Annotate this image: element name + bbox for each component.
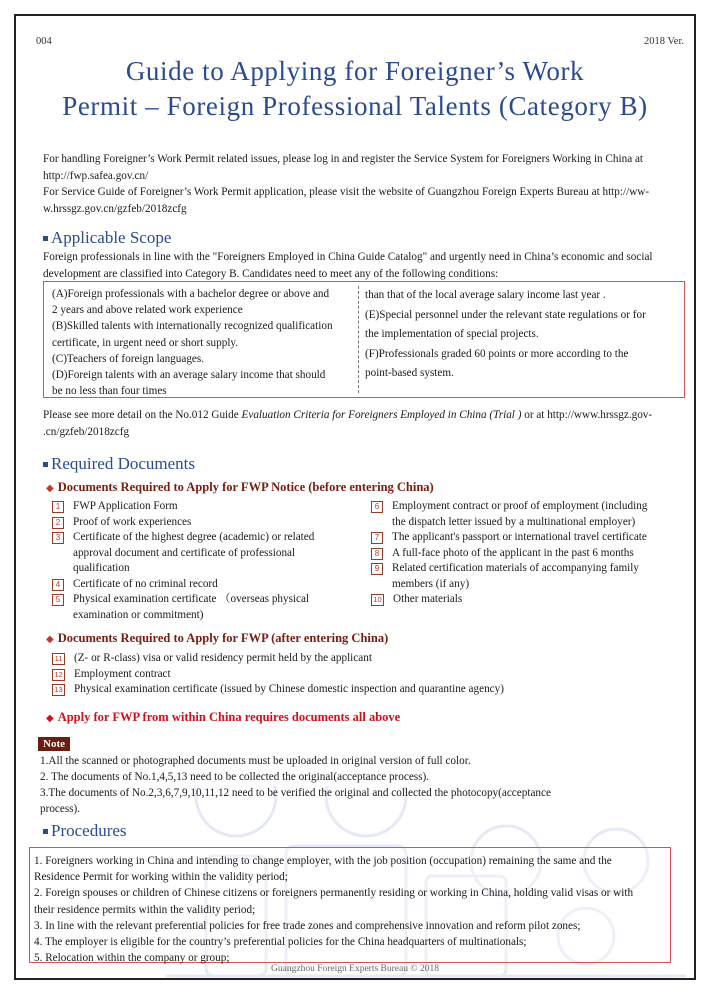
documents-list-right <box>371 499 691 608</box>
more-detail-text: Please see more detail on the No.012 Guide <box>43 409 242 421</box>
diamond-bullet-icon: ◆ <box>46 483 54 494</box>
diamond-bullet-icon: ◆ <box>46 634 54 645</box>
more-detail-link-continued[interactable]: .cn/gzfeb/2018zcfg <box>43 425 130 438</box>
number-badge: 12 <box>52 669 65 681</box>
condition-line: (F)Professionals graded 60 points or more according to the <box>365 347 629 360</box>
document-text: Employment contract or proof of employment (including <box>392 500 648 512</box>
document-item <box>371 561 691 592</box>
number-badge: 7 <box>371 532 383 544</box>
note-line: 3.The documents of No.2,3,6,7,9,10,11,12 need to be verified the original and collected the photocopy(acceptance <box>40 787 551 799</box>
document-text: Physical examination certificate （overseas physical <box>73 593 310 605</box>
document-text: Proof of work experiences <box>73 515 192 528</box>
document-text: A full-face photo of the applicant in the past 6 months <box>392 546 634 559</box>
documents-list-after-entry <box>52 651 692 698</box>
more-detail-paragraph <box>43 407 683 440</box>
footer-copyright: Guangzhou Foreign Experts Bureau © 2018 <box>271 964 439 974</box>
document-text: approval document and certificate of professional <box>73 546 296 559</box>
document-text: members (if any) <box>392 577 470 590</box>
number-badge: 1 <box>52 501 64 513</box>
condition-line: be no less than four times <box>52 385 167 398</box>
procedure-line: 5. Relocation within the company or group; <box>34 952 230 965</box>
title-line-1: Guide to Applying for Foreigner’s Work <box>125 56 585 86</box>
document-text: (Z- or R-class) visa or valid residency permit held by the applicant <box>74 652 372 664</box>
more-detail-link[interactable]: or at http://www.hrssgz.gov- <box>521 409 653 421</box>
condition-line: than that of the local average salary income last year . <box>365 289 606 301</box>
document-item <box>52 499 362 515</box>
documents-list-left <box>52 499 362 623</box>
number-badge: 9 <box>371 563 383 575</box>
document-text: The applicant's passport or international travel certificate <box>392 531 647 543</box>
document-page <box>14 14 696 980</box>
subheading-before-entry <box>46 480 434 495</box>
gzfeb-link[interactable]: w.hrssgz.gov.cn/gzfeb/2018zcfg <box>43 202 187 215</box>
number-badge: 13 <box>52 684 65 696</box>
condition-line: 2 years and above related work experience <box>52 304 243 317</box>
document-text: FWP Application Form <box>73 500 178 512</box>
procedure-line: 4. The employer is eligible for the country’s preferential policies for the China headquarters of multinationals; <box>34 936 527 949</box>
subheading-text: Documents Required to Apply for FWP (after entering China) <box>57 631 389 645</box>
procedures-box <box>29 847 671 963</box>
document-item <box>371 530 691 546</box>
document-text: the dispatch letter issued by a multinational employer) <box>392 515 636 528</box>
note-body <box>40 753 610 817</box>
document-text: qualification <box>73 562 130 574</box>
document-text: Certificate of the highest degree (academic) or related <box>73 531 315 543</box>
page-title <box>16 54 694 124</box>
section-heading-text: Required Documents <box>51 454 195 473</box>
note-line: 2. The documents of No.1,4,5,13 need to be collected the original(acceptance process). <box>40 771 430 783</box>
note-line: 1.All the scanned or photographed documents must be uploaded in original version of full color. <box>40 755 471 767</box>
condition-line: (E)Special personnel under the relevant state regulations or for <box>365 308 646 321</box>
document-text: Other materials <box>393 593 463 605</box>
document-item <box>52 515 362 531</box>
document-text: Related certification materials of accompanying family <box>392 562 639 574</box>
condition-line: (B)Skilled talents with internationally recognized qualification <box>52 320 333 333</box>
number-badge: 4 <box>52 579 64 591</box>
document-text: Employment contract <box>74 667 171 680</box>
square-bullet-icon <box>43 829 48 834</box>
procedure-line: 3. In line with the relevant preferential policies for free trade zones and comprehensive innovation and reform pilot zones; <box>34 919 581 932</box>
document-item <box>52 651 692 667</box>
square-bullet-icon <box>43 236 48 241</box>
conditions-box <box>43 281 685 398</box>
intro-paragraph <box>43 151 673 217</box>
page-number: 004 <box>36 36 52 47</box>
document-item <box>52 592 362 623</box>
document-text: examination or commitment) <box>73 608 204 621</box>
intro-line: For handling Foreigner’s Work Permit related issues, please log in and register the Service System for Foreigners Working in China at <box>43 153 644 165</box>
note-label: Note <box>38 737 70 751</box>
number-badge: 10 <box>371 594 384 606</box>
document-item <box>371 546 691 562</box>
number-badge: 3 <box>52 532 64 544</box>
number-badge: 11 <box>52 653 65 665</box>
version-label: 2018 Ver. <box>643 36 684 47</box>
title-line-2: Permit – Foreign Professional Talents (Category B) <box>62 91 648 121</box>
fwp-link[interactable]: http://fwp.safea.gov.cn/ <box>43 169 149 182</box>
number-badge: 8 <box>371 548 383 560</box>
section-heading-required-documents <box>43 454 195 474</box>
scope-description-line: development are classified into Category B. Candidates need to meet any of the following conditions: <box>43 267 499 280</box>
procedure-line: Residence Permit for working within the validity period; <box>34 871 288 884</box>
subheading-text: Apply for FWP from within China requires documents all above <box>57 710 401 724</box>
document-text: Physical examination certificate (issued by Chinese domestic inspection and quarantine agency) <box>74 683 504 695</box>
section-heading-text: Procedures <box>51 821 127 840</box>
number-badge: 6 <box>371 501 383 513</box>
number-badge: 5 <box>52 594 64 606</box>
document-item <box>52 577 362 593</box>
condition-line: point-based system. <box>365 367 454 379</box>
conditions-left-column <box>44 286 359 398</box>
condition-line: (D)Foreign talents with an average salary income that should <box>52 369 326 382</box>
document-text: Certificate of no criminal record <box>73 577 218 590</box>
procedure-line: 2. Foreign spouses or children of Chinese citizens or foreigners permanently residing or working in China, holding valid visas or with <box>34 887 634 900</box>
document-item <box>371 499 691 530</box>
square-bullet-icon <box>43 462 48 467</box>
number-badge: 2 <box>52 517 64 529</box>
subheading-text: Documents Required to Apply for FWP Notice (before entering China) <box>57 480 434 494</box>
document-item <box>371 592 691 608</box>
condition-line: (C)Teachers of foreign languages. <box>52 352 205 365</box>
document-item <box>52 667 692 683</box>
conditions-right-column <box>359 282 683 397</box>
procedure-line: their residence permits within the validity period; <box>34 903 256 916</box>
condition-line: (A)Foreign professionals with a bachelor degree or above and <box>52 288 330 300</box>
condition-line: certificate, in urgent need or short supply. <box>52 336 239 349</box>
scope-description-line: Foreign professionals in line with the "Foreigners Employed in China Guide Catalog" and urgently need in China’s economic and social <box>43 251 653 263</box>
intro-line: For Service Guide of Foreigner’s Work Permit application, please visit the website of Guangzhou Foreign Experts Bureau at http://ww- <box>43 186 650 198</box>
subheading-after-entry <box>46 631 388 646</box>
condition-line: the implementation of special projects. <box>365 328 539 340</box>
scope-description <box>43 249 683 282</box>
diamond-bullet-icon: ◆ <box>46 713 54 724</box>
section-heading-applicable-scope <box>43 228 171 248</box>
document-item <box>52 530 362 577</box>
section-heading-procedures <box>43 821 127 841</box>
guide-title-italic: Evaluation Criteria for Foreigners Employed in China (Trial ) <box>241 409 522 421</box>
note-line: process). <box>40 803 81 815</box>
document-item <box>52 682 692 698</box>
section-heading-text: Applicable Scope <box>51 228 172 247</box>
procedure-line: 1. Foreigners working in China and intending to change employer, with the job position (occupation) remaining the same and the <box>34 855 612 867</box>
subheading-within-china <box>46 710 400 725</box>
